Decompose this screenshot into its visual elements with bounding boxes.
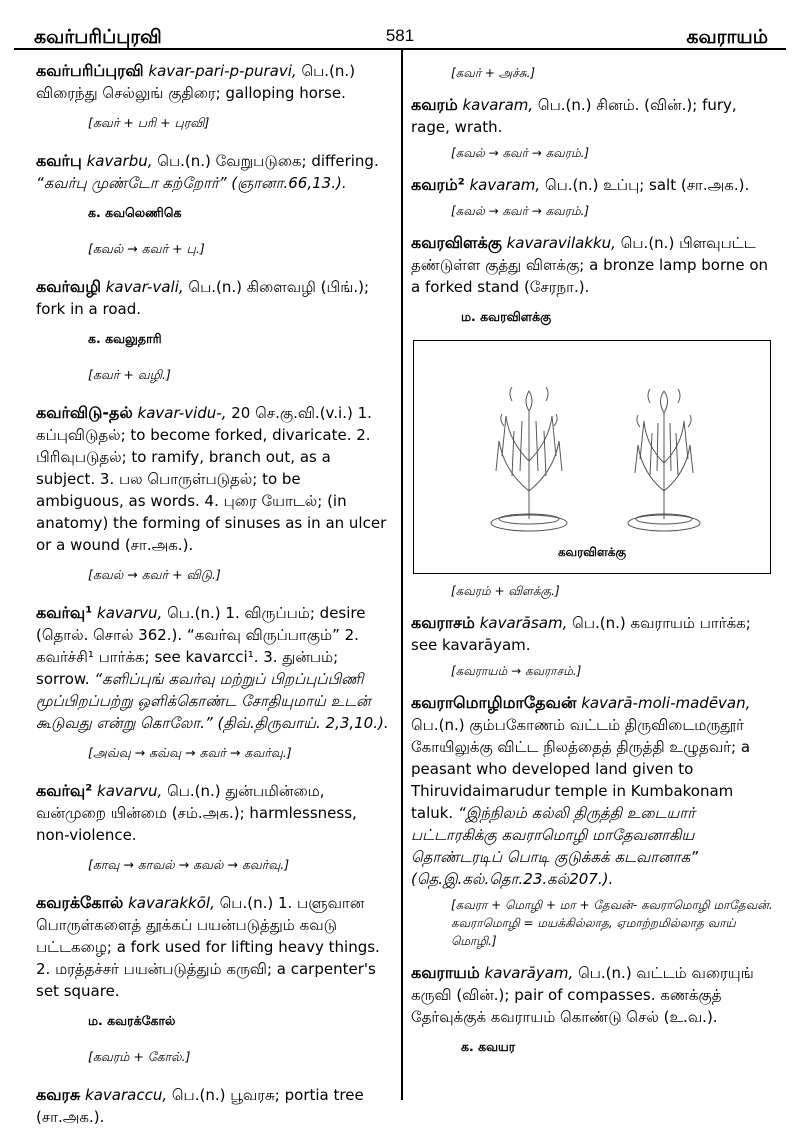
transliteration: kavarā-moli-madēvan, (581, 694, 751, 712)
definition: பெ.(n.) சினம். (வின்.); fury, rage, wrath. (411, 96, 737, 136)
definition: 20 செ.கு.வி.(v.i.) 1. கப்புவிடுதல்; to become forked, divaricate. 2. பிரிவுபடுதல்; to ramify, branch out, as a subject. 3. பல பொருள்படுதல்; to be ambiguous, as words. 4. புரை யோடல்; (in anatomy) the forming of sinuses as in an ulcer or a wound (சா.அக.). (36, 404, 387, 554)
headword: கவர்வு² (36, 781, 93, 800)
definition: பெ.(n.) 1. விருப்பம்; desire (தொல். சொல் 362.). “கவர்வு விருப்பாகும்” 2. கவர்ச்சி¹ பார்க்க; see kavarcci¹. 3. துன்பம்; sorrow. (36, 604, 366, 688)
definition: பெ.(n.) கிளைவழி (பிங்.); fork in a road. (36, 278, 370, 318)
etymology: [அவ்வு → கவ்வு → கவர் → கவர்வு.] (88, 745, 292, 760)
transliteration: kavaravilakku, (506, 234, 616, 252)
cognate: ம. கவரக்கோல் (88, 1013, 176, 1028)
cognate: க. கவயர (461, 1039, 516, 1054)
definition: பெ.(n.) வேறுபடுகை; differing. (152, 152, 379, 170)
transliteration: kavar-vali, (105, 278, 184, 296)
definition: பெ.(n.) விரைந்து செல்லுங் குதிரை; galloping horse. (36, 62, 356, 102)
entry (36, 402, 392, 586)
headword: கவர்விடு-தல் (36, 403, 133, 422)
etymology: [காவு → காவல் → கவல் → கவர்வு.] (88, 857, 290, 872)
page-header (14, 6, 786, 50)
lamp-illustration (413, 340, 771, 574)
entry (36, 1084, 392, 1128)
transliteration: kavarāsam, (479, 614, 568, 632)
header-left-guideword: கவர்பரிப்புரவி (34, 26, 162, 48)
definition: பெ.(n.) 1. பளுவான பொருள்களைத் தூக்கப் பயன்படுத்தும் கவடு பட்டகழை; a fork used for lifting heavy things. 2. மரத்தச்சர் பயன்படுத்தும் கருவி; a carpenter's set square. (36, 894, 380, 1000)
entry (36, 780, 392, 876)
headword: கவரசு (36, 1085, 81, 1104)
headword: கவரவிளக்கு (411, 233, 502, 252)
bronze-lamp-drawing (414, 341, 770, 573)
etymology: [கவல் → கவர் + பு.] (88, 241, 205, 256)
transliteration: kavaraccu, (85, 1086, 168, 1104)
headword: கவரக்கோல் (36, 893, 124, 912)
transliteration: kavarbu, (86, 152, 153, 170)
definition: பெ.(n.) கும்பகோணம் வட்டம் திருவிடைமருதூர் கோயிலுக்கு விட்ட நிலத்தைத் திருத்தி உழுதவர்; a peasant who developed land given to Thiruvidaimarudur temple in Kumbakonam taluk. (411, 716, 751, 822)
cognate: க. கவலுதாரி (88, 331, 162, 346)
etymology: [கவல் → கவர் → கவரம்.] (451, 146, 590, 160)
etymology: [கவர் + வழி.] (88, 367, 171, 382)
etymology: [கவரா + மொழி + மா + தேவன்- கவராமொழி மாதேவன். கவராமொழி = மயக்கில்லாத, ஏமாற்றமில்லாத வாய் மொழி.] (451, 898, 773, 948)
definition: பெ.(n.) பூவரசு; portia tree (சா.அக.). (36, 1086, 364, 1126)
definition: பெ.(n.) வட்டம் வரையுங் கருவி (வின்.); pair of compasses. கணக்குத் தேர்வுக்குக் கவராயம் கொண்டு செல் (உ.வ.). (411, 964, 754, 1026)
entry (36, 276, 392, 386)
entry (411, 962, 773, 1058)
entry (36, 60, 392, 134)
transliteration: kavaram, (462, 96, 534, 114)
transliteration: kavarvu, (97, 604, 163, 622)
entry (36, 602, 392, 764)
headword: கவராயம் (411, 963, 480, 982)
transliteration: kavarvu, (97, 782, 163, 800)
etymology: [கவர் + பரி + புரவி] (88, 115, 210, 130)
headword: கவரம் (411, 95, 458, 114)
definition: பெ.(n.) கவராயம் பார்க்க; see kavarāyam. (411, 614, 751, 654)
definition: பெ.(n.) துன்பமின்மை, வன்முறை யின்மை (சம்.அக.); harmlessness, non-violence. (36, 782, 357, 844)
etymology: [கவரம் + விளக்கு.] (451, 584, 560, 598)
transliteration: kavarakkōl, (128, 894, 215, 912)
header-right-guideword: கவராயம் (686, 26, 768, 48)
entry (411, 94, 773, 162)
cognate: க. கவலெணிகெ (88, 205, 182, 220)
etymology: [கவராயம் → கவராசம்.] (451, 664, 582, 678)
transliteration: kavarāyam, (484, 964, 574, 982)
entry (36, 150, 392, 260)
headword: கவர்வழி (36, 277, 101, 296)
citation: “இந்நிலம் கல்லி திருத்தி உடையார் பட்டாரகிக்கு கவராமொழி மாதேவனாகிய தொண்டரடிப் பொடி குடுக்கக் கடவானாக” (தெ.இ.கல்.தொ.23.கல்207.). (411, 804, 698, 888)
definition: பெ.(n.) உப்பு; salt (சா.அக.). (540, 176, 750, 194)
transliteration: kavar-vidu-, (137, 404, 227, 422)
entry (36, 892, 392, 1068)
transliteration: kavaram, (469, 176, 541, 194)
citation: “களிப்புங் கவர்வு மற்றுப் பிறப்புப்பிணி மூப்பிறப்பற்று ஒளிக்கொண்ட சோதியுமாய் உடன் கூடுவது என்று கொலோ.” (திவ்.திருவாய். 2,3,10.). (36, 670, 389, 732)
headword: கவர்பரிப்புரவி (36, 61, 144, 80)
figure-caption: கவரவிளக்கு (557, 545, 627, 559)
etymology: [கவர் + அச்சு.] (451, 66, 536, 80)
entry (411, 232, 773, 328)
cognate: ம. கவரவிளக்கு (461, 309, 552, 324)
etymology: [கவரம் + கோல்.] (88, 1049, 191, 1064)
entry (411, 174, 773, 220)
definition: பெ.(n.) பிளவுபட்ட தண்டுள்ள குத்து விளக்கு; a bronze lamp borne on a forked stand (சேரநா.). (411, 234, 769, 296)
headword: கவர்பு (36, 151, 82, 170)
entry (411, 692, 773, 950)
headword: கவரம்² (411, 175, 465, 194)
etymology: [கவல் → கவர் + விடு.] (88, 567, 221, 582)
entry (411, 612, 773, 680)
column-divider (401, 48, 403, 1100)
headword: கவராமொழிமாதேவன் (411, 693, 577, 712)
headword: கவர்வு¹ (36, 603, 93, 622)
right-column (411, 64, 773, 1068)
etymology: [கவல் → கவர் → கவரம்.] (451, 204, 590, 218)
page-number: 581 (385, 26, 415, 45)
left-column (36, 60, 392, 1138)
transliteration: kavar-pari-p-puravi, (148, 62, 297, 80)
citation: “கவர்பு முண்டோ கற்றோர்” (ஞானா.66,13.). (36, 174, 347, 192)
headword: கவராசம் (411, 613, 475, 632)
